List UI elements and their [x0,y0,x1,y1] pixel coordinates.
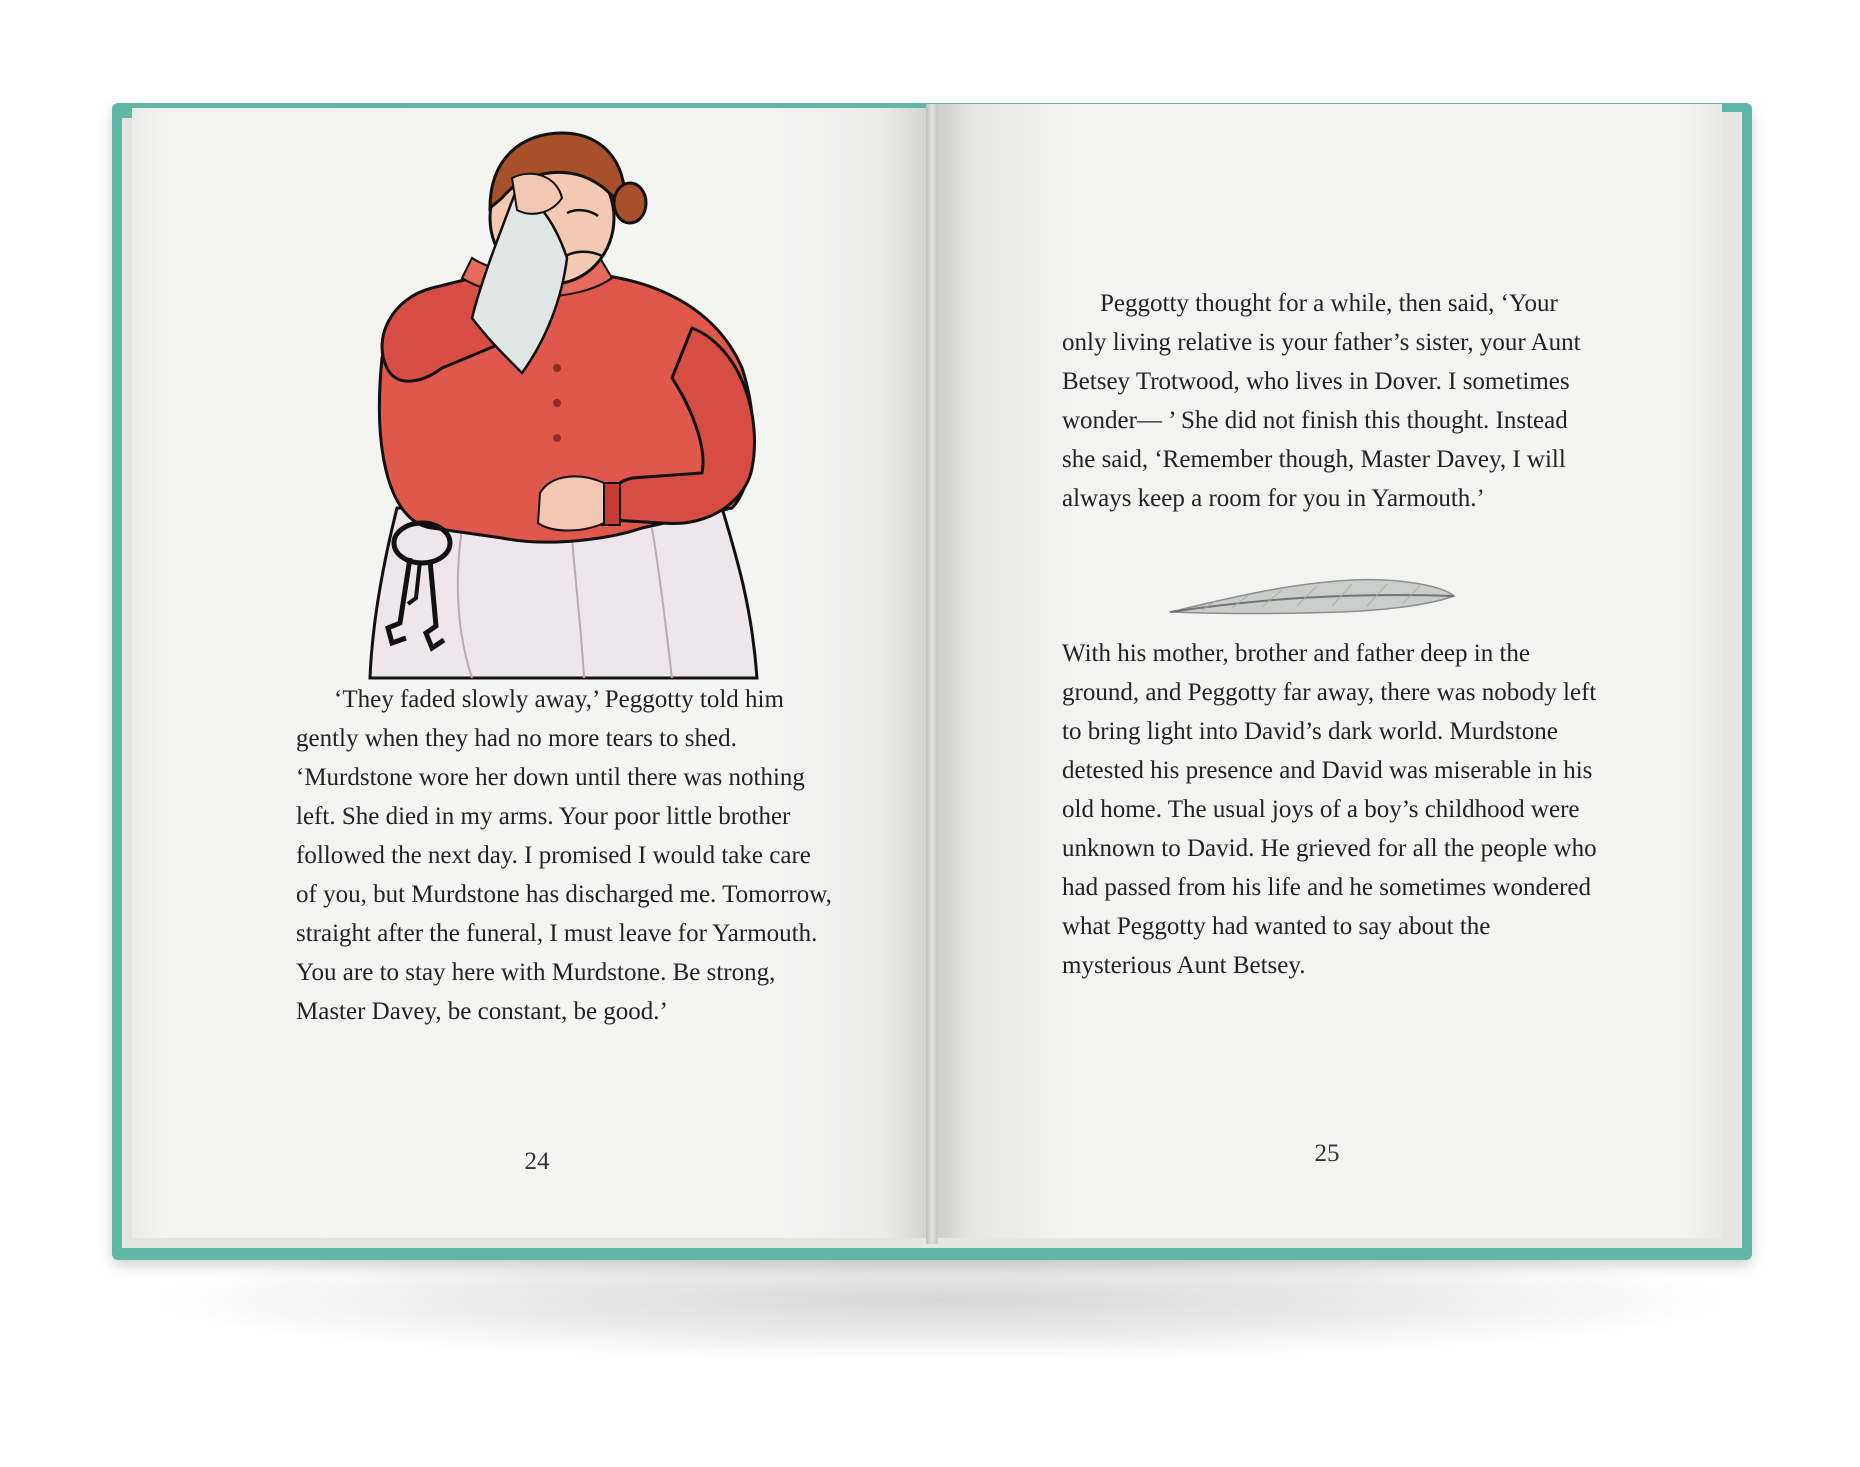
page-number-right: 25 [1314,1140,1340,1167]
right-page [932,104,1722,1238]
right-page-paragraph-1 [1062,284,1602,518]
page-number-left: 24 [524,1148,550,1175]
paragraph-text: Peggotty thought for a while, then said, ‘Your only living relative is your father’s sister, your Aunt Betsey Trotwood, who lives in Dover. I sometimes wonder— ’ She did not finish this thought. Instead she said, ‘Remember though, Master Davey, I will always keep a room for you in Yarmouth.’ [1062,290,1581,512]
left-page [132,108,932,1238]
feather-icon [1162,570,1462,630]
right-page-paragraph-2 [1062,634,1602,985]
book-gutter [926,104,938,1244]
paragraph-text: With his mother, brother and father deep in the ground, and Peggotty far away, there was nobody left to bring light into David’s dark world. Murdstone detested his presence and David was miserable in his old home. The usual joys of a boy’s childhood were unknown to David. He grieved for all the people who had passed from his life and he sometimes wondered what Peggotty had wanted to say about the mysterious Aunt Betsey. [1062,640,1597,979]
left-page-paragraph [296,680,836,1031]
paragraph-text: ‘They faded slowly away,’ Peggotty told him gently when they had no more tears to shed. ‘Murdstone wore her down until there was nothing left. She died in my arms. Your poor little brother followed the next day. I promised I would take care of you, but Murdstone has discharged me. Tomorrow, straight after the funeral, I must leave for Yarmouth. You are to stay here with Murdstone. Be strong, Master Davey, be constant, be good.’ [296,686,832,1025]
crying-woman-illustration [312,128,772,688]
